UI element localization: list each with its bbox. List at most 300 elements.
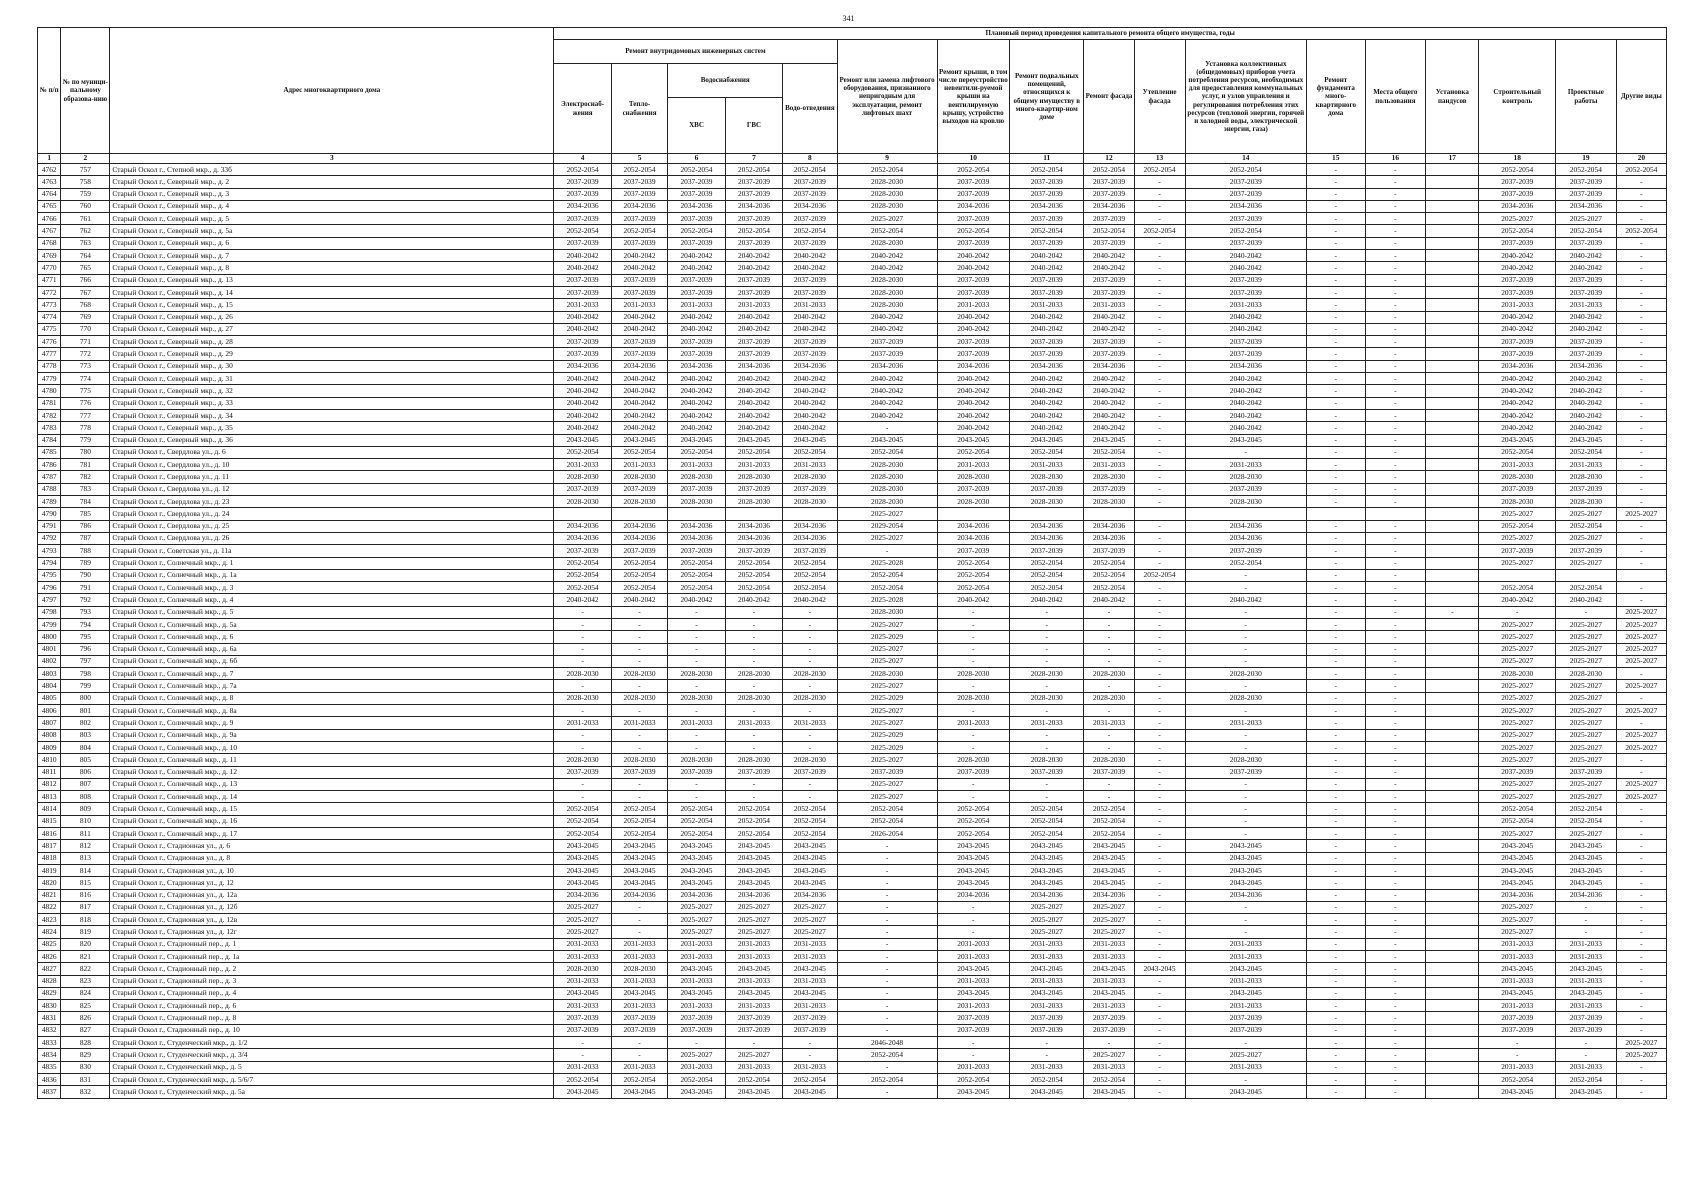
table-cell: 760 bbox=[61, 200, 110, 212]
table-cell: 2025-2027 bbox=[1479, 926, 1556, 938]
table-cell: 2040-2042 bbox=[1185, 397, 1306, 409]
table-cell: - bbox=[1365, 1049, 1426, 1061]
table-cell: - bbox=[1365, 791, 1426, 803]
table-cell: 2028-2030 bbox=[1185, 754, 1306, 766]
table-cell: - bbox=[1185, 741, 1306, 753]
table-cell: 2034-2036 bbox=[725, 360, 782, 372]
table-cell: 2037-2039 bbox=[783, 188, 837, 200]
table-cell: 2034-2036 bbox=[611, 200, 667, 212]
table-cell: 4772 bbox=[38, 286, 61, 298]
table-cell: 4780 bbox=[38, 385, 61, 397]
table-cell: 2040-2042 bbox=[937, 373, 1009, 385]
table-cell: 2040-2042 bbox=[611, 422, 667, 434]
table-cell: 2031-2033 bbox=[725, 975, 782, 987]
table-cell: - bbox=[1134, 286, 1185, 298]
table-cell: 2040-2042 bbox=[1556, 323, 1617, 335]
table-cell bbox=[1426, 963, 1479, 975]
table-cell: 773 bbox=[61, 360, 110, 372]
table-row bbox=[38, 778, 1667, 790]
table-cell: 2052-2054 bbox=[554, 164, 611, 176]
table-cell: - bbox=[1306, 889, 1365, 901]
table-cell: 2037-2039 bbox=[1556, 286, 1617, 298]
table-cell: - bbox=[1185, 791, 1306, 803]
table-cell: - bbox=[1134, 975, 1185, 987]
table-cell: 2040-2042 bbox=[1556, 409, 1617, 421]
table-cell: 2037-2039 bbox=[1009, 176, 1084, 188]
table-cell: 2052-2054 bbox=[611, 569, 667, 581]
table-cell: 2040-2042 bbox=[1479, 409, 1556, 421]
table-cell bbox=[1426, 680, 1479, 692]
address-cell: Старый Оскол г., Солнечный мкр., д. 3 bbox=[110, 582, 554, 594]
table-cell: 2043-2045 bbox=[1479, 877, 1556, 889]
table-cell: 2043-2045 bbox=[783, 434, 837, 446]
table-cell: - bbox=[1616, 1086, 1666, 1098]
table-cell: 2025-2027 bbox=[1556, 717, 1617, 729]
table-cell: - bbox=[937, 643, 1009, 655]
table-cell: 2034-2036 bbox=[554, 889, 611, 901]
table-cell: 2031-2033 bbox=[1185, 717, 1306, 729]
table-cell: 2037-2039 bbox=[668, 1012, 725, 1024]
table-cell bbox=[668, 508, 725, 520]
table-cell: - bbox=[1306, 200, 1365, 212]
table-cell: - bbox=[837, 1024, 937, 1036]
table-cell bbox=[1426, 655, 1479, 667]
table-cell: - bbox=[1134, 311, 1185, 323]
table-cell: - bbox=[1009, 1049, 1084, 1061]
table-cell: 2052-2054 bbox=[1556, 446, 1617, 458]
table-cell: 4813 bbox=[38, 791, 61, 803]
table-cell: 2040-2042 bbox=[725, 594, 782, 606]
table-cell: 2031-2033 bbox=[725, 717, 782, 729]
table-cell bbox=[1426, 1061, 1479, 1073]
table-cell: 2052-2054 bbox=[668, 569, 725, 581]
table-cell: 2037-2039 bbox=[668, 483, 725, 495]
address-cell: Старый Оскол г., Северный мкр., д. 30 bbox=[110, 360, 554, 372]
table-cell: 2040-2042 bbox=[611, 323, 667, 335]
table-cell: 2052-2054 bbox=[783, 225, 837, 237]
table-cell: 2037-2039 bbox=[937, 176, 1009, 188]
table-cell: 2025-2028 bbox=[837, 594, 937, 606]
table-cell: - bbox=[1084, 618, 1134, 630]
table-cell: 2037-2039 bbox=[1084, 188, 1134, 200]
table-cell bbox=[1426, 741, 1479, 753]
table-cell: 2040-2042 bbox=[783, 323, 837, 335]
table-row bbox=[38, 791, 1667, 803]
table-cell: 2052-2054 bbox=[611, 582, 667, 594]
table-cell: - bbox=[1306, 606, 1365, 618]
table-cell: 778 bbox=[61, 422, 110, 434]
table-cell: 2052-2054 bbox=[1479, 164, 1556, 176]
table-cell bbox=[1134, 508, 1185, 520]
table-cell: 2028-2030 bbox=[837, 606, 937, 618]
table-cell: - bbox=[837, 545, 937, 557]
table-cell: 2052-2054 bbox=[937, 557, 1009, 569]
table-cell: 824 bbox=[61, 987, 110, 999]
table-cell: 2043-2045 bbox=[1009, 840, 1084, 852]
table-cell: - bbox=[1306, 901, 1365, 913]
table-cell: 2043-2045 bbox=[554, 840, 611, 852]
table-cell: 2031-2033 bbox=[1185, 459, 1306, 471]
table-cell: 771 bbox=[61, 336, 110, 348]
table-cell: - bbox=[1616, 582, 1666, 594]
table-cell: - bbox=[1365, 987, 1426, 999]
table-cell: 2028-2030 bbox=[937, 471, 1009, 483]
table-cell: - bbox=[1616, 889, 1666, 901]
table-cell: 2052-2054 bbox=[1084, 828, 1134, 840]
table-row bbox=[38, 815, 1667, 827]
table-cell: - bbox=[1616, 1000, 1666, 1012]
col-heat: Тепло-снабжения bbox=[611, 64, 667, 154]
table-cell: 2052-2054 bbox=[837, 225, 937, 237]
table-cell: - bbox=[668, 606, 725, 618]
table-cell: 2043-2045 bbox=[1009, 434, 1084, 446]
table-cell: 2031-2033 bbox=[937, 975, 1009, 987]
table-cell: 2034-2036 bbox=[1185, 532, 1306, 544]
table-cell: 2052-2054 bbox=[1556, 164, 1617, 176]
table-cell: 2043-2045 bbox=[1009, 864, 1084, 876]
table-cell: - bbox=[1134, 987, 1185, 999]
table-cell: 2034-2036 bbox=[668, 360, 725, 372]
table-row bbox=[38, 262, 1667, 274]
column-numbers-row bbox=[38, 154, 1667, 164]
table-cell: 2037-2039 bbox=[1009, 237, 1084, 249]
table-cell: 2031-2033 bbox=[937, 299, 1009, 311]
table-cell: 4789 bbox=[38, 496, 61, 508]
table-cell: 2043-2045 bbox=[937, 963, 1009, 975]
table-cell: - bbox=[1306, 963, 1365, 975]
table-cell: 2031-2033 bbox=[1084, 1000, 1134, 1012]
table-cell: - bbox=[1616, 951, 1666, 963]
table-cell: - bbox=[1616, 373, 1666, 385]
table-cell: 788 bbox=[61, 545, 110, 557]
address-cell: Старый Оскол г., Студенческий мкр., д. 1/2 bbox=[110, 1037, 554, 1049]
table-cell bbox=[1426, 397, 1479, 409]
address-cell: Старый Оскол г., Студенческий мкр., д. 5а bbox=[110, 1086, 554, 1098]
table-row bbox=[38, 360, 1667, 372]
table-cell: 2037-2039 bbox=[554, 188, 611, 200]
table-cell: 2031-2033 bbox=[1185, 299, 1306, 311]
table-cell: 4814 bbox=[38, 803, 61, 815]
table-cell: - bbox=[1009, 680, 1084, 692]
table-cell: 2037-2039 bbox=[1556, 274, 1617, 286]
col-drainage: Водо-отведения bbox=[783, 64, 837, 154]
table-cell: 2025-2027 bbox=[725, 1049, 782, 1061]
table-cell: - bbox=[1365, 200, 1426, 212]
table-cell: 2040-2042 bbox=[837, 311, 937, 323]
table-cell: 2037-2039 bbox=[783, 348, 837, 360]
table-cell: - bbox=[1616, 840, 1666, 852]
table-cell: - bbox=[1009, 778, 1084, 790]
table-cell: 2052-2054 bbox=[1134, 164, 1185, 176]
table-cell: 2028-2030 bbox=[937, 496, 1009, 508]
table-cell: 2034-2036 bbox=[783, 200, 837, 212]
table-cell: 2043-2045 bbox=[725, 852, 782, 864]
table-cell: - bbox=[1306, 791, 1365, 803]
table-cell: - bbox=[783, 655, 837, 667]
table-cell: 2043-2045 bbox=[1185, 1086, 1306, 1098]
table-cell: 2037-2039 bbox=[725, 286, 782, 298]
table-cell: 2031-2033 bbox=[725, 459, 782, 471]
table-row bbox=[38, 459, 1667, 471]
table-cell: 4767 bbox=[38, 225, 61, 237]
table-cell: - bbox=[1616, 434, 1666, 446]
table-cell: - bbox=[1134, 705, 1185, 717]
table-cell: - bbox=[1365, 286, 1426, 298]
table-cell: 2040-2042 bbox=[725, 373, 782, 385]
address-cell: Старый Оскол г., Стадионный пер., д. 4 bbox=[110, 987, 554, 999]
table-row bbox=[38, 446, 1667, 458]
table-cell: 2034-2036 bbox=[611, 360, 667, 372]
table-cell: 2025-2027 bbox=[783, 914, 837, 926]
table-cell: 4815 bbox=[38, 815, 61, 827]
table-cell: 769 bbox=[61, 311, 110, 323]
table-cell: 2031-2033 bbox=[783, 1000, 837, 1012]
table-cell: - bbox=[1134, 791, 1185, 803]
address-cell: Старый Оскол г., Стадионный пер., д. 3 bbox=[110, 975, 554, 987]
address-cell: Старый Оскол г., Свердлова ул., д. 11 bbox=[110, 471, 554, 483]
table-cell: 2028-2030 bbox=[1479, 471, 1556, 483]
table-cell: - bbox=[1185, 914, 1306, 926]
table-cell: 766 bbox=[61, 274, 110, 286]
table-cell: 2034-2036 bbox=[1084, 889, 1134, 901]
table-cell: - bbox=[1306, 250, 1365, 262]
table-cell bbox=[1426, 422, 1479, 434]
table-cell bbox=[725, 508, 782, 520]
table-cell: - bbox=[1365, 225, 1426, 237]
table-cell: 785 bbox=[61, 508, 110, 520]
table-cell: 803 bbox=[61, 729, 110, 741]
table-cell: 2040-2042 bbox=[937, 323, 1009, 335]
col-number: 17 bbox=[1426, 154, 1479, 164]
table-cell: 2037-2039 bbox=[1556, 336, 1617, 348]
table-cell: - bbox=[1616, 496, 1666, 508]
table-cell: 2043-2045 bbox=[725, 1086, 782, 1098]
table-cell: - bbox=[554, 655, 611, 667]
table-cell: - bbox=[1616, 557, 1666, 569]
table-cell: 2037-2039 bbox=[554, 237, 611, 249]
table-cell: 802 bbox=[61, 717, 110, 729]
table-cell: - bbox=[1556, 901, 1617, 913]
table-cell: - bbox=[837, 926, 937, 938]
table-cell: 2031-2033 bbox=[1009, 1000, 1084, 1012]
table-cell: 2052-2054 bbox=[1084, 225, 1134, 237]
table-cell: 2043-2045 bbox=[1479, 840, 1556, 852]
table-row bbox=[38, 373, 1667, 385]
table-cell: 4794 bbox=[38, 557, 61, 569]
table-cell: 4777 bbox=[38, 348, 61, 360]
table-cell: 2037-2039 bbox=[1185, 1024, 1306, 1036]
table-cell: 2031-2033 bbox=[611, 459, 667, 471]
table-cell: - bbox=[1616, 483, 1666, 495]
table-cell: - bbox=[1306, 1037, 1365, 1049]
table-cell: - bbox=[1616, 692, 1666, 704]
table-cell: - bbox=[668, 705, 725, 717]
table-cell: - bbox=[1306, 262, 1365, 274]
table-cell: 2040-2042 bbox=[668, 373, 725, 385]
table-cell: 2031-2033 bbox=[1084, 951, 1134, 963]
table-cell: 2040-2042 bbox=[783, 409, 837, 421]
table-cell: - bbox=[1084, 705, 1134, 717]
table-row bbox=[38, 323, 1667, 335]
table-cell: 2034-2036 bbox=[1185, 889, 1306, 901]
table-cell: - bbox=[725, 655, 782, 667]
table-cell: - bbox=[1134, 188, 1185, 200]
table-cell: 2040-2042 bbox=[1556, 373, 1617, 385]
table-cell: 2052-2054 bbox=[1084, 803, 1134, 815]
table-cell: 2031-2033 bbox=[611, 951, 667, 963]
table-cell: 2031-2033 bbox=[668, 951, 725, 963]
table-cell: - bbox=[837, 840, 937, 852]
table-cell: 2037-2039 bbox=[725, 766, 782, 778]
table-cell: 2052-2054 bbox=[1009, 225, 1084, 237]
table-cell: 813 bbox=[61, 852, 110, 864]
table-cell: 2034-2036 bbox=[1009, 532, 1084, 544]
table-cell: - bbox=[1306, 557, 1365, 569]
table-cell: 2037-2039 bbox=[554, 348, 611, 360]
table-cell: 2052-2054 bbox=[783, 815, 837, 827]
address-cell: Старый Оскол г., Стадионная ул., д. 12 bbox=[110, 877, 554, 889]
table-cell bbox=[1426, 225, 1479, 237]
address-cell: Старый Оскол г., Свердлова ул., д. 26 bbox=[110, 532, 554, 544]
table-cell: - bbox=[1616, 668, 1666, 680]
table-cell: 2043-2045 bbox=[725, 963, 782, 975]
table-cell: 2040-2042 bbox=[783, 594, 837, 606]
table-cell: 2031-2033 bbox=[1556, 951, 1617, 963]
address-cell: Старый Оскол г., Северный мкр., д. 33 bbox=[110, 397, 554, 409]
table-cell: 2025-2027 bbox=[1616, 508, 1666, 520]
table-cell: - bbox=[1306, 1073, 1365, 1085]
table-cell: 2043-2045 bbox=[937, 864, 1009, 876]
table-cell: - bbox=[1134, 434, 1185, 446]
table-row bbox=[38, 274, 1667, 286]
table-cell: - bbox=[1306, 987, 1365, 999]
table-cell: 793 bbox=[61, 606, 110, 618]
table-cell: - bbox=[1616, 545, 1666, 557]
table-cell: 2040-2042 bbox=[783, 311, 837, 323]
table-cell: - bbox=[1306, 422, 1365, 434]
table-cell: 2037-2039 bbox=[554, 274, 611, 286]
table-cell: 2052-2054 bbox=[837, 569, 937, 581]
table-cell bbox=[1426, 803, 1479, 815]
table-row bbox=[38, 951, 1667, 963]
table-cell: 2052-2054 bbox=[611, 446, 667, 458]
table-cell: - bbox=[1616, 385, 1666, 397]
table-cell: 2031-2033 bbox=[1185, 938, 1306, 950]
table-cell: - bbox=[1306, 532, 1365, 544]
table-cell: 2028-2030 bbox=[1084, 692, 1134, 704]
table-cell: - bbox=[937, 705, 1009, 717]
table-cell bbox=[1426, 1037, 1479, 1049]
table-cell: - bbox=[1365, 274, 1426, 286]
table-cell: 2040-2042 bbox=[837, 373, 937, 385]
col-number: 9 bbox=[837, 154, 937, 164]
table-cell: 2025-2027 bbox=[1556, 655, 1617, 667]
table-cell: - bbox=[1134, 299, 1185, 311]
table-cell: 2052-2054 bbox=[1009, 557, 1084, 569]
table-cell: 823 bbox=[61, 975, 110, 987]
table-cell: 2043-2045 bbox=[1084, 434, 1134, 446]
table-cell: 4832 bbox=[38, 1024, 61, 1036]
table-cell: 822 bbox=[61, 963, 110, 975]
table-cell: 801 bbox=[61, 705, 110, 717]
table-cell: 2037-2039 bbox=[668, 274, 725, 286]
table-row bbox=[38, 225, 1667, 237]
table-cell: - bbox=[1134, 840, 1185, 852]
table-row bbox=[38, 471, 1667, 483]
table-cell: - bbox=[1365, 336, 1426, 348]
table-cell: - bbox=[1306, 385, 1365, 397]
table-cell: - bbox=[1616, 754, 1666, 766]
table-cell: - bbox=[1365, 643, 1426, 655]
table-cell: - bbox=[837, 901, 937, 913]
table-cell: 2029-2054 bbox=[837, 520, 937, 532]
table-cell bbox=[1426, 668, 1479, 680]
table-cell bbox=[1426, 926, 1479, 938]
table-cell: 804 bbox=[61, 741, 110, 753]
table-cell: 2025-2027 bbox=[783, 926, 837, 938]
table-cell: - bbox=[937, 1049, 1009, 1061]
table-row bbox=[38, 705, 1667, 717]
table-cell: - bbox=[1306, 373, 1365, 385]
table-cell: - bbox=[1134, 852, 1185, 864]
table-cell: - bbox=[1365, 926, 1426, 938]
table-cell: - bbox=[1365, 951, 1426, 963]
table-cell: - bbox=[1365, 360, 1426, 372]
table-cell: 4796 bbox=[38, 582, 61, 594]
table-cell: - bbox=[1616, 360, 1666, 372]
table-cell: 4774 bbox=[38, 311, 61, 323]
table-cell: 2025-2027 bbox=[1479, 791, 1556, 803]
table-row bbox=[38, 200, 1667, 212]
table-cell: - bbox=[1185, 618, 1306, 630]
table-cell: - bbox=[1365, 729, 1426, 741]
table-cell: 4809 bbox=[38, 741, 61, 753]
table-cell: - bbox=[1009, 631, 1084, 643]
table-cell: 2037-2039 bbox=[554, 483, 611, 495]
table-cell: 2034-2036 bbox=[937, 532, 1009, 544]
table-cell: - bbox=[1185, 569, 1306, 581]
table-cell: 2028-2030 bbox=[783, 754, 837, 766]
table-cell: 2043-2045 bbox=[1185, 963, 1306, 975]
table-cell: - bbox=[1306, 1049, 1365, 1061]
table-cell: - bbox=[1084, 643, 1134, 655]
table-cell: - bbox=[1084, 655, 1134, 667]
table-cell: 2025-2027 bbox=[1479, 754, 1556, 766]
table-cell: - bbox=[937, 729, 1009, 741]
table-cell: 2031-2033 bbox=[783, 938, 837, 950]
table-cell: - bbox=[1185, 680, 1306, 692]
table-row bbox=[38, 1037, 1667, 1049]
table-cell: 2025-2027 bbox=[1556, 791, 1617, 803]
table-row bbox=[38, 852, 1667, 864]
table-cell: - bbox=[1134, 385, 1185, 397]
table-cell: 2031-2033 bbox=[783, 975, 837, 987]
col-number: 6 bbox=[668, 154, 725, 164]
table-cell: - bbox=[1134, 754, 1185, 766]
table-cell: 2052-2054 bbox=[1556, 582, 1617, 594]
table-cell: 4785 bbox=[38, 446, 61, 458]
table-cell bbox=[1616, 569, 1666, 581]
table-cell: 2028-2030 bbox=[725, 496, 782, 508]
address-cell: Старый Оскол г., Северный мкр., д. 7 bbox=[110, 250, 554, 262]
table-cell: 4787 bbox=[38, 471, 61, 483]
table-cell bbox=[937, 508, 1009, 520]
table-cell: 2025-2027 bbox=[1479, 828, 1556, 840]
table-cell: - bbox=[837, 1012, 937, 1024]
table-cell: 2025-2027 bbox=[1556, 643, 1617, 655]
table-cell: 2052-2054 bbox=[937, 446, 1009, 458]
table-cell: - bbox=[1134, 1000, 1185, 1012]
